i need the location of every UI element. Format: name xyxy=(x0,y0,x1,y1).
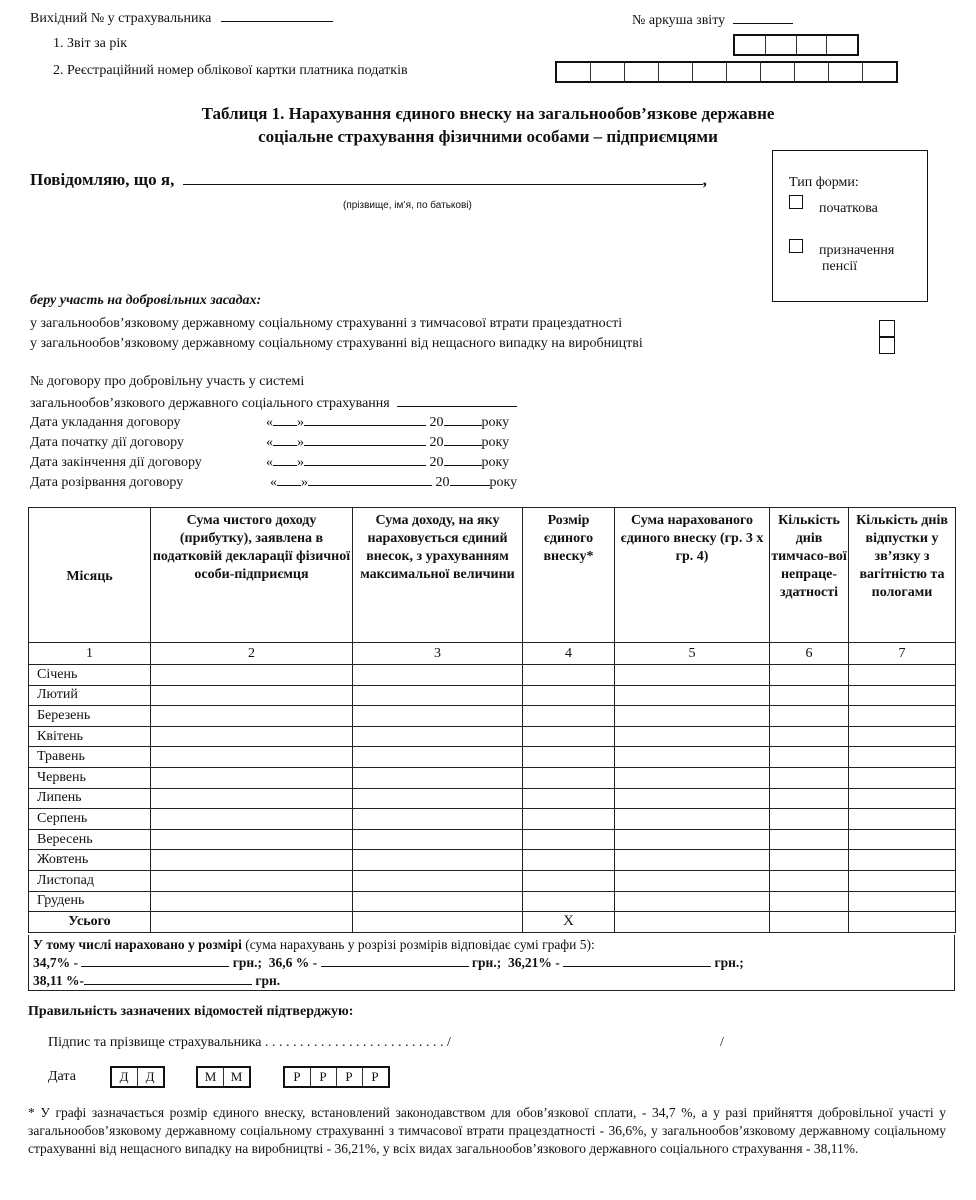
end-date-label: Дата закінчення дії договору xyxy=(30,455,202,470)
termination-date-label: Дата розірвання договору xyxy=(30,475,184,490)
cell[interactable] xyxy=(353,850,523,871)
end-month-input[interactable] xyxy=(304,452,426,466)
form-type-initial-option[interactable] xyxy=(789,195,878,214)
cell[interactable] xyxy=(353,870,523,891)
cell[interactable] xyxy=(849,891,956,912)
month-digit: М xyxy=(198,1068,224,1086)
day-digit: Д xyxy=(112,1068,138,1086)
declarant-field xyxy=(30,168,707,190)
century: 20 xyxy=(429,415,444,430)
end-day-input[interactable] xyxy=(273,452,297,466)
cell[interactable] xyxy=(770,767,849,788)
century: 20 xyxy=(435,475,450,490)
comma: , xyxy=(702,170,707,189)
cell[interactable] xyxy=(523,747,615,768)
form-type-pension-option[interactable] xyxy=(789,239,894,258)
report-year-label: 1. Звіт за рік xyxy=(53,36,128,51)
start-month-input[interactable] xyxy=(304,432,426,446)
table-row xyxy=(29,665,956,686)
month-label: Січень xyxy=(29,665,151,686)
cell[interactable] xyxy=(615,726,770,747)
breakdown-note: (сума нарахувань у розрізі розмірів відповідає сумі графи 5): xyxy=(241,937,595,952)
cell[interactable] xyxy=(353,767,523,788)
header-contribution-rate: Розмір єдиного внеску* xyxy=(523,508,615,643)
cell[interactable] xyxy=(615,665,770,686)
quote-close: » xyxy=(297,455,304,470)
contract-number-field xyxy=(30,393,517,412)
month-label: Грудень xyxy=(29,891,151,912)
cell[interactable] xyxy=(151,685,353,706)
initial-label: початкова xyxy=(819,201,878,216)
tax-id-input[interactable] xyxy=(555,61,898,83)
form-type-label: Тип форми: xyxy=(789,175,859,190)
cell[interactable] xyxy=(151,891,353,912)
cell[interactable] xyxy=(353,809,523,830)
signature-field[interactable]: Підпис та прізвище страхувальника . . . . . . . . . . . . . . . . . . . . . . . . . . / xyxy=(48,1035,451,1050)
month-label: Серпень xyxy=(29,809,151,830)
century: 20 xyxy=(429,435,444,450)
contract-date-row xyxy=(30,412,509,431)
year-digit: Р xyxy=(311,1068,337,1086)
rate-36-21-input[interactable] xyxy=(563,953,711,967)
rate-34-7-label: 34,7% - xyxy=(33,955,78,970)
breakdown-heading: У тому числі нараховано у розмірі xyxy=(33,937,242,952)
accident-checkbox[interactable] xyxy=(879,336,895,354)
cell[interactable] xyxy=(523,767,615,788)
quote-open: « xyxy=(270,475,277,490)
cell[interactable] xyxy=(523,829,615,850)
quote-open: « xyxy=(266,435,273,450)
voluntary-item-accident: у загальнообов’язковому державному соціальному страхуванні від нещасного випадку на виробництві xyxy=(30,336,643,351)
rate-38-11-input[interactable] xyxy=(84,971,252,985)
table-row xyxy=(29,747,956,768)
currency: грн.; xyxy=(232,955,263,970)
cell[interactable] xyxy=(770,706,849,727)
pension-label-line1: призначення xyxy=(819,243,895,258)
table-row xyxy=(29,870,956,891)
declarant-hint: (прізвище, ім’я, по батькові) xyxy=(343,200,472,211)
start-date-label: Дата початку дії договору xyxy=(30,435,184,450)
quote-close: » xyxy=(297,435,304,450)
quote-close: » xyxy=(301,475,308,490)
month-input[interactable] xyxy=(196,1066,251,1088)
termination-year-input[interactable] xyxy=(450,472,490,486)
cell[interactable] xyxy=(615,747,770,768)
voluntary-item-temporary-disability: у загальнообов’язковому державному соціальному страхуванні з тимчасової втрати працездатності xyxy=(30,316,623,331)
cell[interactable] xyxy=(151,747,353,768)
pension-checkbox[interactable] xyxy=(789,239,803,253)
month-label: Листопад xyxy=(29,870,151,891)
total-label: Усього xyxy=(29,912,151,933)
cell[interactable] xyxy=(353,747,523,768)
rate-34-7-input[interactable] xyxy=(81,953,229,967)
cell[interactable] xyxy=(523,850,615,871)
contract-date-row xyxy=(30,472,517,491)
column-number: 7 xyxy=(849,643,956,665)
month-label: Квітень xyxy=(29,726,151,747)
column-number: 5 xyxy=(615,643,770,665)
cell[interactable] xyxy=(615,685,770,706)
currency: грн. xyxy=(255,973,281,988)
header-sick-days: Кількість днів тимчасо-вої непраце-здатності xyxy=(770,508,849,643)
outgoing-number-label: Вихідний № у страхувальника xyxy=(30,11,212,26)
pension-label-line2: пенсії xyxy=(822,259,858,274)
month-label: Липень xyxy=(29,788,151,809)
cell[interactable] xyxy=(523,665,615,686)
table-row xyxy=(29,788,956,809)
start-day-input[interactable] xyxy=(273,432,297,446)
cell[interactable] xyxy=(151,726,353,747)
table-row xyxy=(29,850,956,871)
cell[interactable] xyxy=(353,829,523,850)
year-word: року xyxy=(481,435,510,450)
cell[interactable] xyxy=(770,726,849,747)
conclusion-day-input[interactable] xyxy=(273,412,297,426)
conclusion-date-label: Дата укладання договору xyxy=(30,415,181,430)
table-row xyxy=(29,726,956,747)
year-digit: Р xyxy=(337,1068,363,1086)
cell[interactable] xyxy=(849,767,956,788)
contract-number-label-line1: № договору про добровільну участь у системі xyxy=(30,374,305,389)
cell[interactable] xyxy=(770,912,849,933)
cell[interactable] xyxy=(615,788,770,809)
quote-close: » xyxy=(297,415,304,430)
date-label: Дата xyxy=(48,1069,76,1084)
table-row xyxy=(29,685,956,706)
currency: грн.; xyxy=(714,955,744,970)
cell[interactable] xyxy=(615,850,770,871)
cell[interactable] xyxy=(615,912,770,933)
cell[interactable] xyxy=(523,706,615,727)
contract-number-input[interactable] xyxy=(397,393,517,407)
cell[interactable] xyxy=(770,870,849,891)
cell[interactable] xyxy=(849,912,956,933)
rate-38-11-label: 38,11 %- xyxy=(33,973,85,988)
contract-date-row xyxy=(30,432,509,451)
cell[interactable] xyxy=(615,870,770,891)
cell[interactable] xyxy=(523,891,615,912)
column-number: 6 xyxy=(770,643,849,665)
voluntary-heading: беру участь на добровільних засадах: xyxy=(30,293,262,308)
cell[interactable] xyxy=(523,685,615,706)
year-word: року xyxy=(481,455,510,470)
cell[interactable] xyxy=(353,891,523,912)
cell[interactable] xyxy=(523,809,615,830)
cell[interactable] xyxy=(849,829,956,850)
report-year-input[interactable] xyxy=(733,34,859,56)
cell[interactable] xyxy=(770,747,849,768)
total-rate-na: Х xyxy=(523,912,615,933)
rate-breakdown xyxy=(28,935,955,991)
currency: грн.; xyxy=(471,955,502,970)
cell[interactable] xyxy=(770,829,849,850)
cell[interactable] xyxy=(151,809,353,830)
contract-date-row xyxy=(30,452,509,471)
rate-36-6-label: 36,6 % - xyxy=(268,955,318,970)
column-number: 2 xyxy=(151,643,353,665)
cell[interactable] xyxy=(849,809,956,830)
cell[interactable] xyxy=(770,788,849,809)
cell[interactable] xyxy=(523,788,615,809)
cell[interactable] xyxy=(615,829,770,850)
table-row xyxy=(29,829,956,850)
cell[interactable] xyxy=(353,726,523,747)
initial-checkbox[interactable] xyxy=(789,195,803,209)
total-row xyxy=(29,912,956,933)
cell[interactable] xyxy=(770,891,849,912)
cell[interactable] xyxy=(770,685,849,706)
cell[interactable] xyxy=(849,706,956,727)
signature-date xyxy=(48,1066,404,1088)
conclusion-month-input[interactable] xyxy=(304,412,426,426)
month-label: Червень xyxy=(29,767,151,788)
declarant-name-input[interactable] xyxy=(183,168,703,185)
cell[interactable] xyxy=(151,912,353,933)
month-label: Жовтень xyxy=(29,850,151,871)
quote-open: « xyxy=(266,455,273,470)
quote-open: « xyxy=(266,415,273,430)
table-title-line2: соціальне страхування фізичними особами – підприємцями xyxy=(258,127,718,146)
sheet-number-label: № аркуша звіту xyxy=(632,13,726,28)
table-row xyxy=(29,706,956,727)
table-title-line1: Таблиця 1. Нарахування єдиного внеску на загальнообов’язкове державне xyxy=(201,104,775,123)
cell[interactable] xyxy=(849,788,956,809)
cell[interactable] xyxy=(151,767,353,788)
sheet-number-field xyxy=(632,10,793,29)
footnote: * У графі зазначається розмір єдиного внеску, встановлений законодавством для обов’язкової сплати, - 34,7 %, а у разі прийняття добровільної участі у загальнообов’язковому державному соціальному страхуванні з тимчасової втрати працездатності - 36,6%, у загальнообов’язковому державному соціальному страхуванні від нещасного випадку на виробництві - 36,21%, у всіх видах загальнообов’язкового державного соціального страхування - 38,11%. xyxy=(28,1105,946,1156)
year-digit: Р xyxy=(371,1069,379,1084)
cell[interactable] xyxy=(151,788,353,809)
confirmation-heading: Правильність зазначених відомостей підтверджую: xyxy=(28,1004,354,1019)
table-row xyxy=(29,767,956,788)
year-input[interactable] xyxy=(283,1066,390,1088)
cell[interactable] xyxy=(615,767,770,788)
header-maternity-days: Кількість днів відпустки у зв’язку з вагітністю та пологами xyxy=(849,508,956,643)
cell[interactable] xyxy=(849,685,956,706)
cell[interactable] xyxy=(770,850,849,871)
month-label: Лютий xyxy=(29,685,151,706)
header-accrued-contribution: Сума нарахованого єдиного внеску (гр. 3 х гр. 4) xyxy=(615,508,770,643)
cell[interactable] xyxy=(151,870,353,891)
column-number: 1 xyxy=(29,643,151,665)
century: 20 xyxy=(429,455,444,470)
cell[interactable] xyxy=(353,912,523,933)
signature-slash: / xyxy=(720,1035,724,1050)
cell[interactable] xyxy=(151,665,353,686)
cell[interactable] xyxy=(849,870,956,891)
cell[interactable] xyxy=(523,870,615,891)
cell[interactable] xyxy=(849,850,956,871)
header-month: Місяць xyxy=(29,508,151,643)
month-label: Вересень xyxy=(29,829,151,850)
cell[interactable] xyxy=(353,665,523,686)
termination-month-input[interactable] xyxy=(308,472,432,486)
cell[interactable] xyxy=(849,726,956,747)
declarant-label: Повідомляю, що я, xyxy=(30,170,175,189)
cell[interactable] xyxy=(151,706,353,727)
rate-36-6-input[interactable] xyxy=(321,953,469,967)
outgoing-number-field xyxy=(30,8,333,27)
cell[interactable] xyxy=(849,747,956,768)
outgoing-number-input[interactable] xyxy=(221,8,333,22)
header-net-income: Сума чистого доходу (прибутку), заявлена в податковій декларації фізичної особи-підприємця xyxy=(151,508,353,643)
contract-number-label-line2: загальнообов’язкового державного соціального страхування xyxy=(30,396,390,411)
column-number: 4 xyxy=(523,643,615,665)
day-digit: Д xyxy=(145,1069,155,1084)
cell[interactable] xyxy=(353,685,523,706)
day-input[interactable] xyxy=(110,1066,165,1088)
sheet-number-input[interactable] xyxy=(733,10,793,24)
cell[interactable] xyxy=(770,809,849,830)
month-label: Березень xyxy=(29,706,151,727)
month-label: Травень xyxy=(29,747,151,768)
cell[interactable] xyxy=(615,891,770,912)
table-row xyxy=(29,891,956,912)
contribution-table xyxy=(28,507,956,933)
termination-day-input[interactable] xyxy=(277,472,301,486)
tax-id-label: 2. Реєстраційний номер облікової картки платника податків xyxy=(53,63,408,78)
cell[interactable] xyxy=(151,850,353,871)
cell[interactable] xyxy=(353,706,523,727)
header-taxable-income: Сума доходу, на яку нараховується єдиний внесок, з урахуванням максимальної величини xyxy=(353,508,523,643)
cell[interactable] xyxy=(151,829,353,850)
cell[interactable] xyxy=(523,726,615,747)
month-digit: М xyxy=(230,1069,243,1084)
cell[interactable] xyxy=(615,809,770,830)
form-type-box xyxy=(772,150,928,302)
cell[interactable] xyxy=(770,665,849,686)
conclusion-year-input[interactable] xyxy=(444,412,482,426)
cell[interactable] xyxy=(353,788,523,809)
rate-36-21-label: 36,21% - xyxy=(507,955,560,970)
year-word: року xyxy=(481,415,510,430)
year-digit: Р xyxy=(285,1068,311,1086)
end-year-input[interactable] xyxy=(444,452,482,466)
cell[interactable] xyxy=(849,665,956,686)
year-word: року xyxy=(489,475,518,490)
column-number: 3 xyxy=(353,643,523,665)
table-row xyxy=(29,809,956,830)
cell[interactable] xyxy=(615,706,770,727)
start-year-input[interactable] xyxy=(444,432,482,446)
